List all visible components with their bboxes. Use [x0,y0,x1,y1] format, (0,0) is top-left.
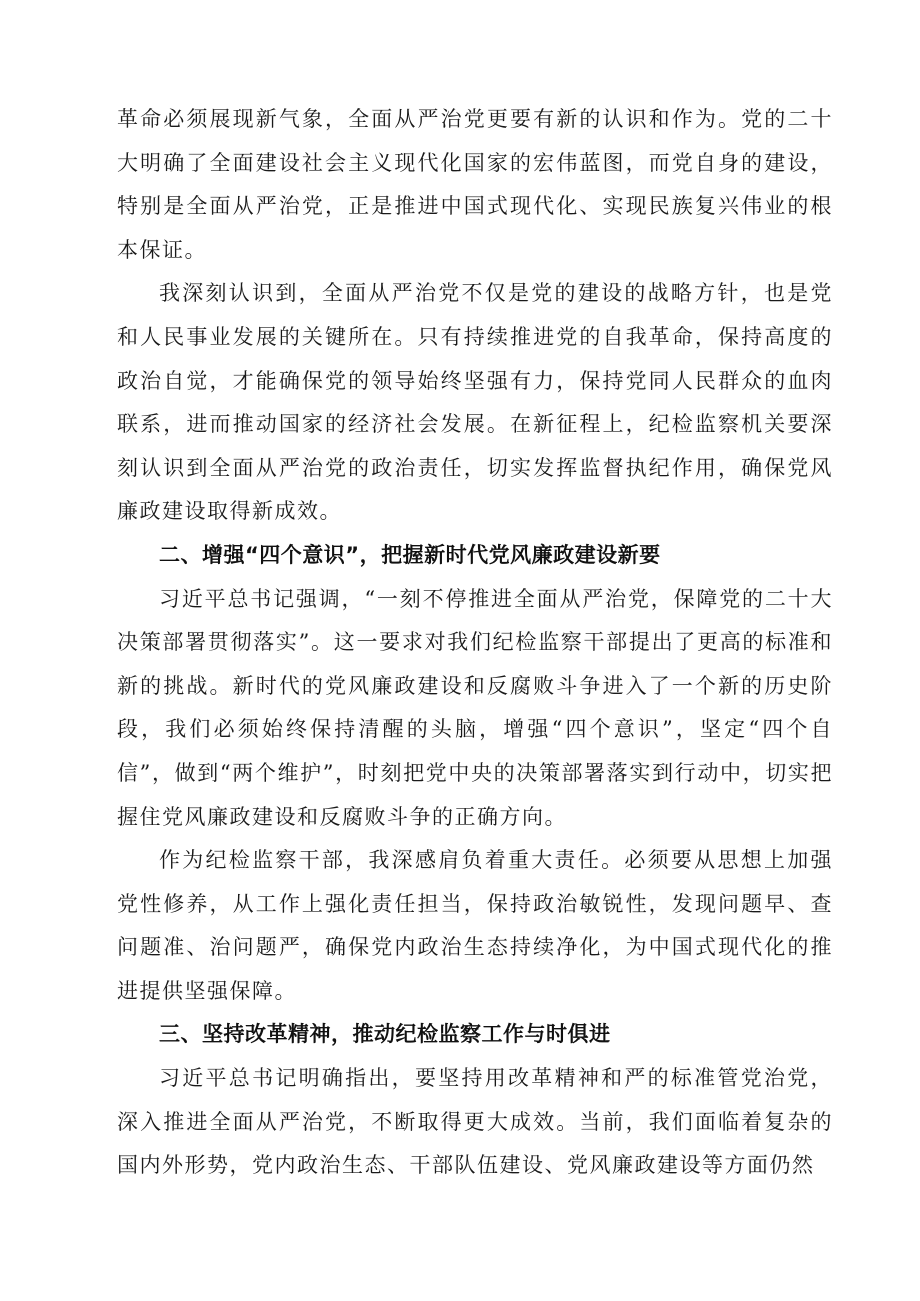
paragraph-5: 习近平总书记明确指出，要坚持用改革精神和严的标准管党治党，深入推进全面从严治党，不断取得更大成效。当前，我们面临着复杂的国内外形势，党内政治生态、干部队伍建设、党风廉政建设等方面仍然 [117,1066,833,1178]
paragraph-3: 习近平总书记强调，“一刻不停推进全面从严治党，保障党的二十大决策部署贯彻落实”。这一要求对我们纪检监察干部提出了更高的标准和新的挑战。新时代的党风廉政建设和反腐败斗争进入了一个新的历史阶段，我们必须始终保持清醒的头脑，增强“四个意识”，坚定“四个自信”，做到“两个维护”，时刻把党中央的决策部署落实到行动中，切实把握住党风廉政建设和反腐败斗争的正确方向。 [117,586,833,829]
paragraph-1: 革命必须展现新气象，全面从严治党更要有新的认识和作为。党的二十大明确了全面建设社会主义现代化国家的宏伟蓝图，而党自身的建设，特别是全面从严治党，正是推进中国式现代化、实现民族复兴伟业的根本保证。 [117,107,833,262]
paragraph-4: 作为纪检监察干部，我深感肩负着重大责任。必须要从思想上加强党性修养，从工作上强化责任担当，保持政治敏锐性，发现问题早、查问题准、治问题严，确保党内政治生态持续净化，为中国式现代化的推进提供坚强保障。 [117,848,833,1003]
paragraph-2: 我深刻认识到，全面从严治党不仅是党的建设的战略方针，也是党和人民事业发展的关键所在。只有持续推进党的自我革命，保持高度的政治自觉，才能确保党的领导始终坚强有力，保持党同人民群众的血肉联系，进而推动国家的经济社会发展。在新征程上，纪检监察机关要深刻认识到全面从严治党的政治责任，切实发挥监督执纪作用，确保党风廉政建设取得新成效。 [117,281,833,524]
section-heading-2: 二、增强“四个意识”，把握新时代党风廉政建设新要 [159,542,661,567]
document-body [117,98,833,1188]
section-heading-3: 三、坚持改革精神，推动纪检监察工作与时俱进 [159,1022,611,1047]
